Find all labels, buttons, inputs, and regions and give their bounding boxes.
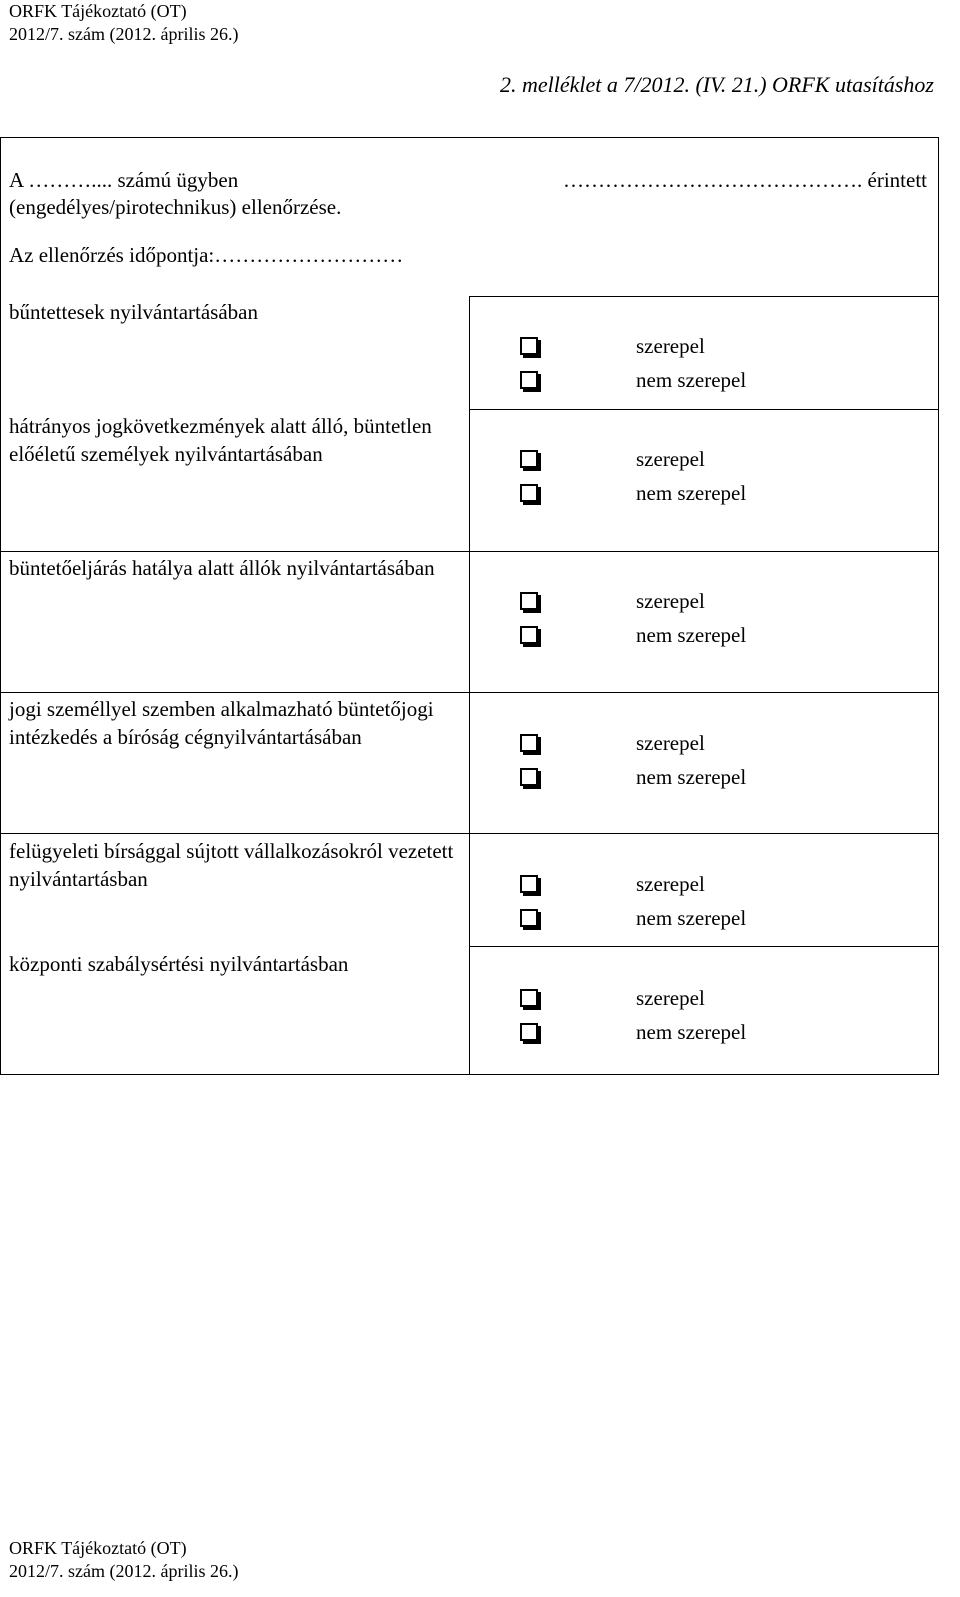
row-divider [469, 296, 939, 297]
row-options [518, 584, 818, 652]
page-footer [9, 1537, 238, 1583]
option-present[interactable]: szerepel [518, 442, 818, 476]
row-label-petty-offences: központi szabálysértési nyilvántartásban [9, 952, 349, 976]
row-divider [0, 833, 939, 834]
header-publication: ORFK Tájékoztató (OT) [9, 1, 187, 21]
option-present[interactable]: szerepel [518, 329, 818, 363]
option-absent[interactable]: nem szerepel [518, 476, 818, 510]
checkbox-icon[interactable] [520, 734, 538, 752]
row-divider [469, 409, 939, 410]
checkbox-icon[interactable] [520, 337, 538, 355]
annex-title: 2. melléklet a 7/2012. (IV. 21.) ORFK utasításhoz [499, 72, 934, 97]
row-divider [0, 551, 939, 552]
option-present[interactable]: szerepel [518, 981, 818, 1015]
intro-text [9, 167, 927, 221]
option-absent[interactable]: nem szerepel [518, 618, 818, 652]
row-label-supervisory-fines: felügyeleti bírsággal sújtott vállalkozásokról vezetett nyilvántartásban [9, 839, 454, 891]
row-divider [0, 692, 939, 693]
footer-issue: 2012/7. szám (2012. április 26.) [9, 1561, 239, 1581]
row-options [518, 981, 818, 1049]
header-issue: 2012/7. szám (2012. április 26.) [9, 24, 239, 44]
option-absent[interactable]: nem szerepel [518, 1015, 818, 1049]
checkbox-icon[interactable] [520, 626, 538, 644]
intro-subject: (engedélyes/pirotechnikus) ellenőrzése. [9, 195, 342, 219]
checkbox-icon[interactable] [520, 1023, 538, 1041]
option-present[interactable]: szerepel [518, 867, 818, 901]
checkbox-icon[interactable] [520, 875, 538, 893]
checkbox-icon[interactable] [520, 592, 538, 610]
affected-person-field[interactable]: ……………………………………. érintett [563, 168, 927, 192]
row-label-company-register: jogi személlyel szemben alkalmazható büntetőjogi intézkedés a bíróság cégnyilvántartásában [9, 697, 434, 749]
option-present[interactable]: szerepel [518, 584, 818, 618]
option-absent[interactable]: nem szerepel [518, 901, 818, 935]
page-header [9, 0, 238, 46]
footer-publication: ORFK Tájékoztató (OT) [9, 1538, 187, 1558]
option-absent[interactable]: nem szerepel [518, 363, 818, 397]
checkbox-icon[interactable] [520, 484, 538, 502]
checkbox-icon[interactable] [520, 768, 538, 786]
case-number-field[interactable]: A ……….... számú ügyben [9, 168, 239, 192]
option-present[interactable]: szerepel [518, 726, 818, 760]
option-absent[interactable]: nem szerepel [518, 760, 818, 794]
row-options [518, 726, 818, 794]
checkbox-icon[interactable] [520, 989, 538, 1007]
check-date-field[interactable]: Az ellenőrzés időpontja:……………………… [9, 243, 404, 267]
row-label-criminal-records: bűntettesek nyilvántartásában [9, 300, 258, 324]
checkbox-icon[interactable] [520, 909, 538, 927]
row-divider [469, 946, 939, 947]
checkbox-icon[interactable] [520, 450, 538, 468]
row-label-criminal-proceedings: büntetőeljárás hatálya alatt állók nyilvántartásában [9, 556, 435, 580]
row-options [518, 867, 818, 935]
row-label-disadvantageous-consequences: hátrányos jogkövetkezmények alatt álló, büntetlen előéletű személyek nyilvántartásában [9, 414, 432, 466]
column-divider [469, 296, 470, 1074]
row-options [518, 329, 818, 397]
checkbox-icon[interactable] [520, 371, 538, 389]
row-options [518, 442, 818, 510]
